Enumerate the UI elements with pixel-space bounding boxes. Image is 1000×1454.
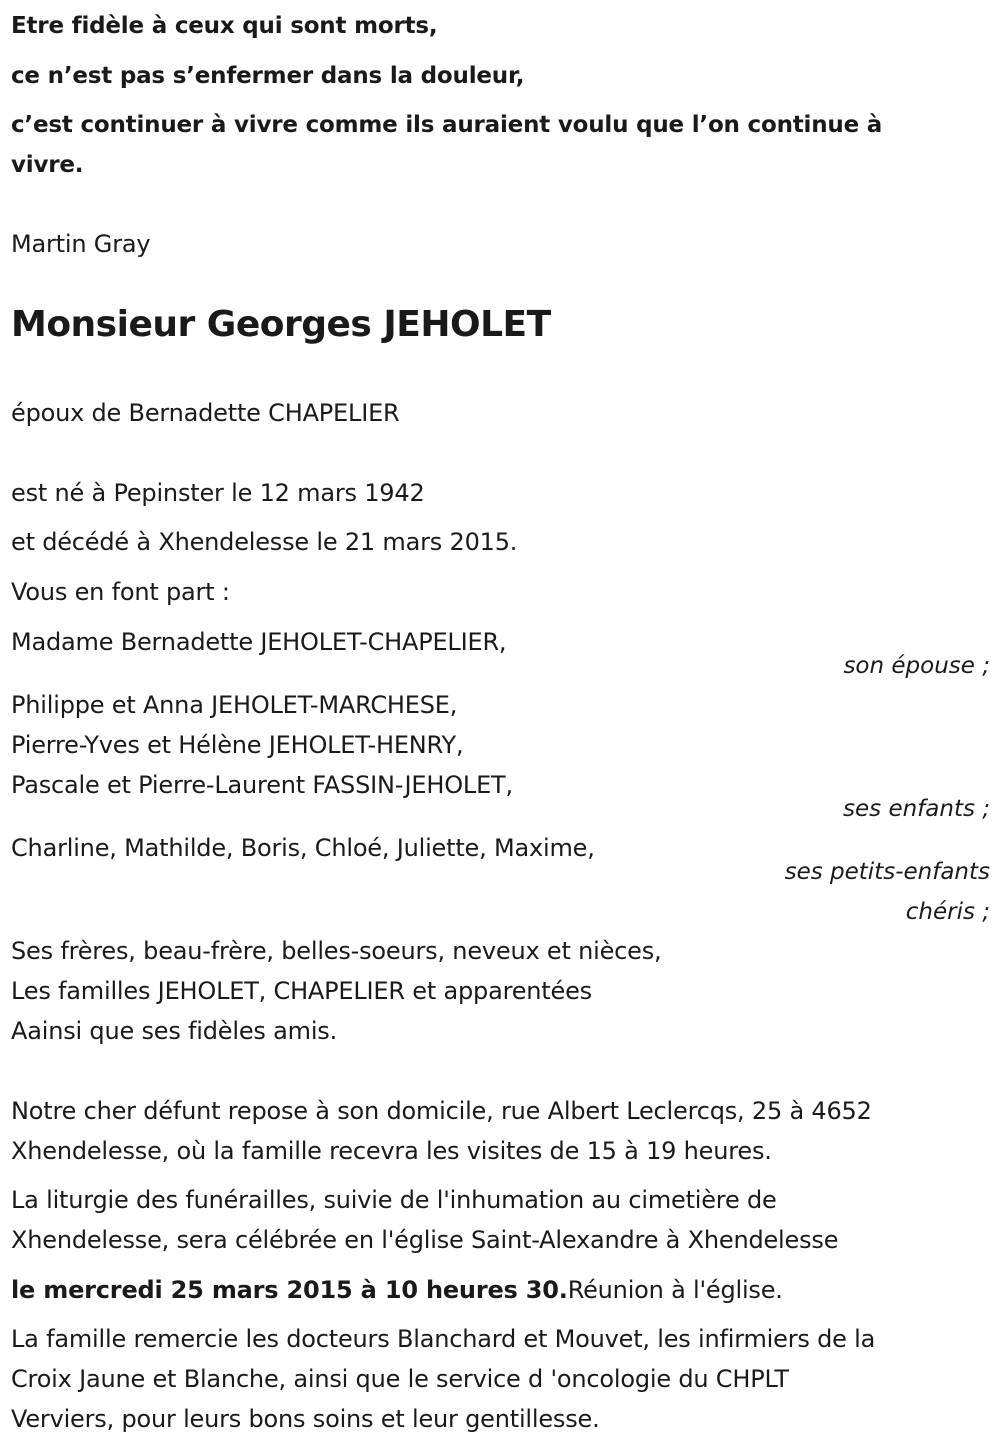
death-line: et décédé à Xhendelesse le 21 mars 2015. [11,528,518,556]
meeting-info: Réunion à l'église. [567,1276,783,1304]
family-name: Madame Bernadette JEHOLET-CHAPELIER, [11,628,507,656]
wake-line: Notre cher défunt repose à son domicile, rue Albert Leclercqs, 25 à 4652 [11,1097,872,1125]
spouse-line: époux de Bernadette CHAPELIER [11,399,400,427]
quote-line: c’est continuer à vivre comme ils auraient voulu que l’on continue à [11,112,883,138]
quote-author: Martin Gray [11,230,151,258]
thanks-line: La famille remercie les docteurs Blanchard et Mouvet, les infirmiers de la [11,1325,876,1353]
family-name: Charline, Mathilde, Boris, Chloé, Juliette, Maxime, [11,834,595,862]
other-family-line: Aainsi que ses fidèles amis. [11,1017,338,1045]
liturgy-line: La liturgie des funérailles, suivie de l'inhumation au cimetière de [11,1186,777,1214]
relation-label: son épouse ; [843,653,990,679]
liturgy-line: Xhendelesse, sera célébrée en l'église Saint-Alexandre à Xhendelesse [11,1226,839,1254]
family-name: Philippe et Anna JEHOLET-MARCHESE, [11,691,458,719]
thanks-line: Croix Jaune et Blanche, ainsi que le service d 'oncologie du CHPLT [11,1365,789,1393]
relation-label: ses enfants ; [843,796,990,822]
birth-line: est né à Pepinster le 12 mars 1942 [11,479,425,507]
announcement-intro: Vous en font part : [11,578,230,606]
deceased-name: Monsieur Georges JEHOLET [11,304,551,345]
ceremony-date: le mercredi 25 mars 2015 à 10 heures 30. [11,1276,568,1304]
quote-line: ce n’est pas s’enfermer dans la douleur, [11,63,525,89]
quote-line: Etre fidèle à ceux qui sont morts, [11,13,438,39]
relation-label: chéris ; [905,899,990,925]
ceremony-line [11,1276,783,1304]
family-name: Pierre-Yves et Hélène JEHOLET-HENRY, [11,731,464,759]
relation-label: ses petits-enfants [784,859,990,885]
family-name: Pascale et Pierre-Laurent FASSIN-JEHOLET, [11,771,513,799]
thanks-line: Verviers, pour leurs bons soins et leur gentillesse. [11,1405,600,1433]
wake-line: Xhendelesse, où la famille recevra les visites de 15 à 19 heures. [11,1137,772,1165]
other-family-line: Ses frères, beau-frère, belles-soeurs, neveux et nièces, [11,937,662,965]
other-family-line: Les familles JEHOLET, CHAPELIER et apparentées [11,977,592,1005]
quote-line: vivre. [11,152,84,178]
